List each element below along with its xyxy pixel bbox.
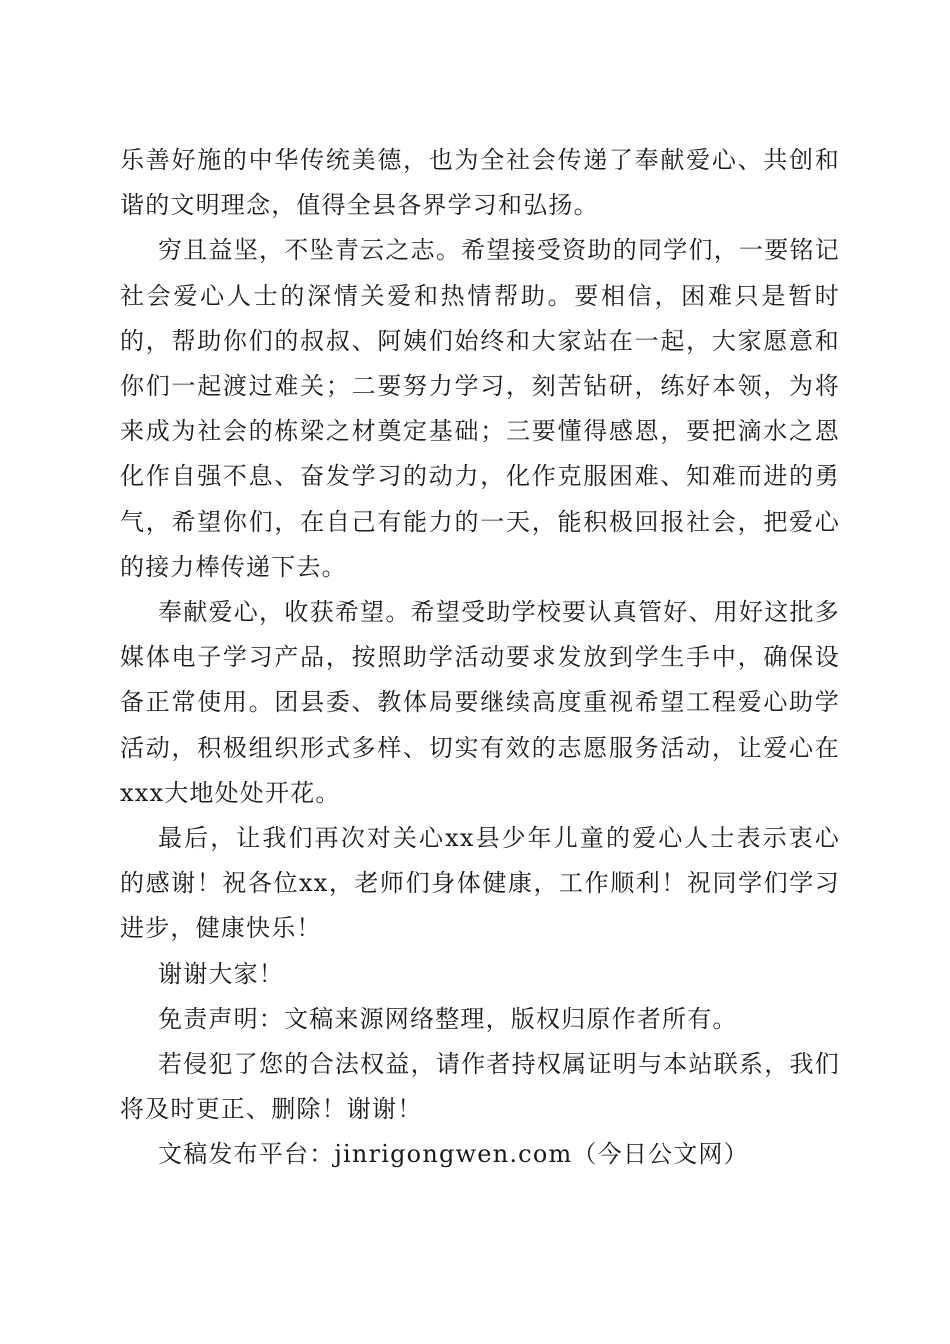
paragraph-school-requirements: 奉献爱心，收获希望。希望受助学校要认真管好、用好这批多媒体电子学习产品，按照助学活动要求发放到学生手中，确保设备正常使用。团县委、教体局要继续高度重视希望工程爱心助学活动，积极组织形式多样、切实有效的志愿服务活动，让爱心在xxx大地处处开花。: [120, 598, 840, 807]
paragraph-infringement-notice: 若侵犯了您的合法权益，请作者持权属证明与本站联系，我们将及时更正、删除！谢谢！: [120, 1050, 840, 1124]
document-body: [120, 138, 840, 1178]
paragraph-continuation: 乐善好施的中华传统美德，也为全社会传递了奉献爱心、共创和谐的文明理念，值得全县各界学习和弘扬。: [120, 146, 840, 220]
paragraph-encouragement: 穷且益坚，不坠青云之志。希望接受资助的同学们，一要铭记社会爱心人士的深情关爱和热情帮助。要相信，困难只是暂时的，帮助你们的叔叔、阿姨们始终和大家站在一起，大家愿意和你们一起渡过难关；二要努力学习，刻苦钻研，练好本领，为将来成为社会的栋梁之材奠定基础；三要懂得感恩，要把滴水之恩化作自强不息、奋发学习的动力，化作克服困难、知难而进的勇气，希望你们，在自己有能力的一天，能积极回报社会，把爱心的接力棒传递下去。: [120, 236, 840, 581]
paragraph-thank-you: 谢谢大家！: [158, 959, 284, 988]
paragraph-publish-platform: 文稿发布平台：jinrigongwen.com（今日公文网）: [158, 1140, 749, 1169]
paragraph-closing-thanks: 最后，让我们再次对关心xx县少年儿童的爱心人士表示衷心的感谢！祝各位xx，老师们身体健康，工作顺利！祝同学们学习进步，健康快乐！: [120, 824, 840, 943]
paragraph-disclaimer: 免责声明：文稿来源网络整理，版权归原作者所有。: [158, 1004, 738, 1033]
